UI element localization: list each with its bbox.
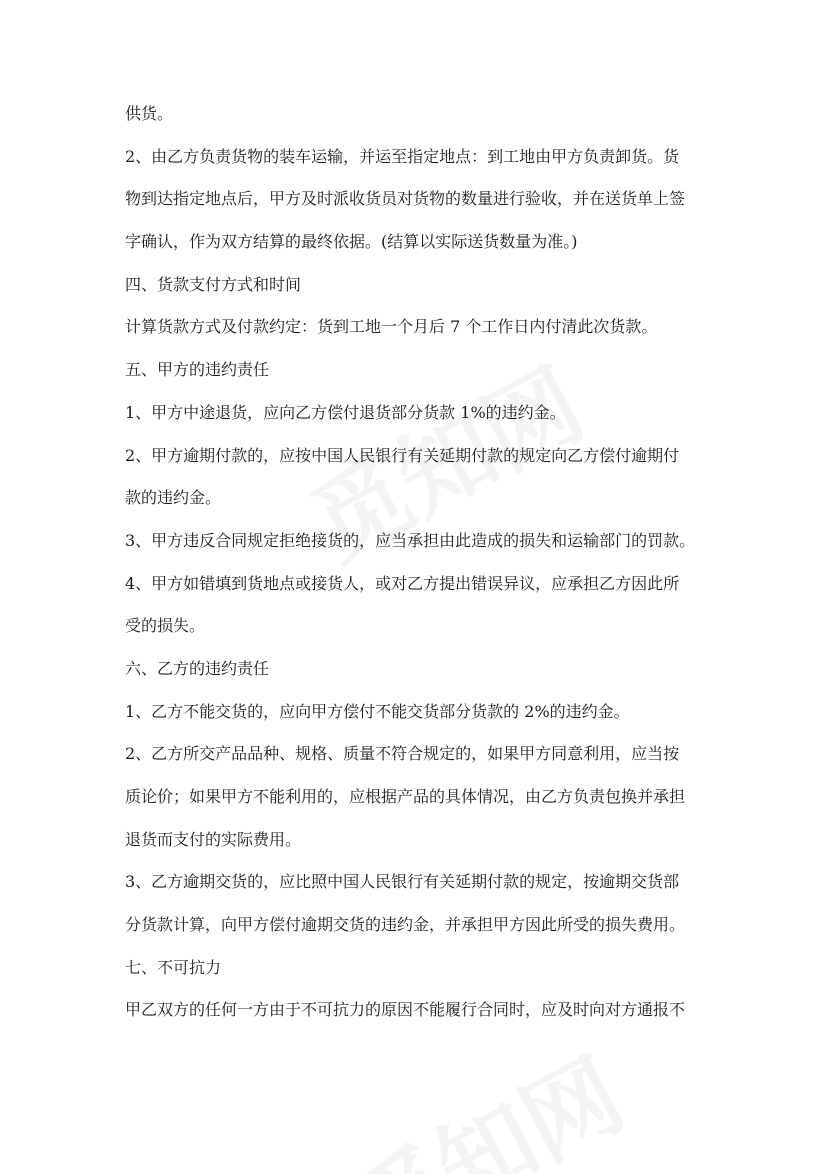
paragraph-line: 供货。 [125, 104, 174, 123]
paragraph-line: 款的违约金。 [125, 488, 222, 508]
section-heading-force-majeure: 七、不可抗力 [125, 957, 222, 977]
paragraph-line: 计算货款方式及付款约定：货到工地一个月后 7 个工作日内付清此次货款。 [125, 317, 658, 337]
paragraph-line: 2、乙方所交产品品种、规格、质量不符合规定的，如果甲方同意利用，应当按 [125, 744, 680, 764]
paragraph-line: 分货款计算，向甲方偿付逾期交货的违约金，并承担甲方因此所受的损失费用。 [125, 915, 686, 935]
paragraph-line: 2、由乙方负责货物的装车运输，并运至指定地点：到工地由甲方负责卸货。货 [125, 146, 680, 166]
paragraph-line: 受的损失。 [125, 616, 206, 636]
paragraph-line: 1、甲方中途退货，应向乙方偿付退货部分货款 1%的违约金。 [125, 402, 566, 422]
paragraph-line: 3、甲方违反合同规定拒绝接货的，应当承担由此造成的损失和运输部门的罚款。 [125, 530, 696, 550]
watermark [325, 1020, 644, 1174]
paragraph-line: 物到达指定地点后，甲方及时派收货员对货物的数量进行验收，并在送货单上签 [125, 189, 686, 209]
section-heading-party-a-liability: 五、甲方的违约责任 [125, 360, 270, 380]
paragraph-line: 1、乙方不能交货的，应向甲方偿付不能交货部分货款的 2%的违约金。 [125, 701, 630, 721]
document-body [125, 104, 710, 1043]
paragraph-line: 字确认，作为双方结算的最终依据。(结算以实际送货数量为准。) [125, 232, 578, 252]
paragraph-line: 质论价；如果甲方不能利用的，应根据产品的具体情况，由乙方负责包换并承担 [125, 787, 686, 806]
paragraph-line: 3、乙方逾期交货的，应比照中国人民银行有关延期付款的规定，按逾期交货部 [125, 872, 680, 892]
paragraph-line: 退货而支付的实际费用。 [125, 829, 302, 849]
paragraph-line: 2、甲方逾期付款的，应按中国人民银行有关延期付款的规定向乙方偿付逾期付 [125, 445, 680, 465]
section-heading-party-b-liability: 六、乙方的违约责任 [125, 658, 270, 678]
paragraph-line: 4、甲方如错填到货地点或接货人，或对乙方提出错误异议，应承担乙方因此所 [125, 573, 680, 593]
section-heading-payment: 四、货款支付方式和时间 [125, 274, 302, 294]
paragraph-line: 甲乙双方的任何一方由于不可抗力的原因不能履行合同时，应及时向对方通报不 [125, 1000, 686, 1020]
